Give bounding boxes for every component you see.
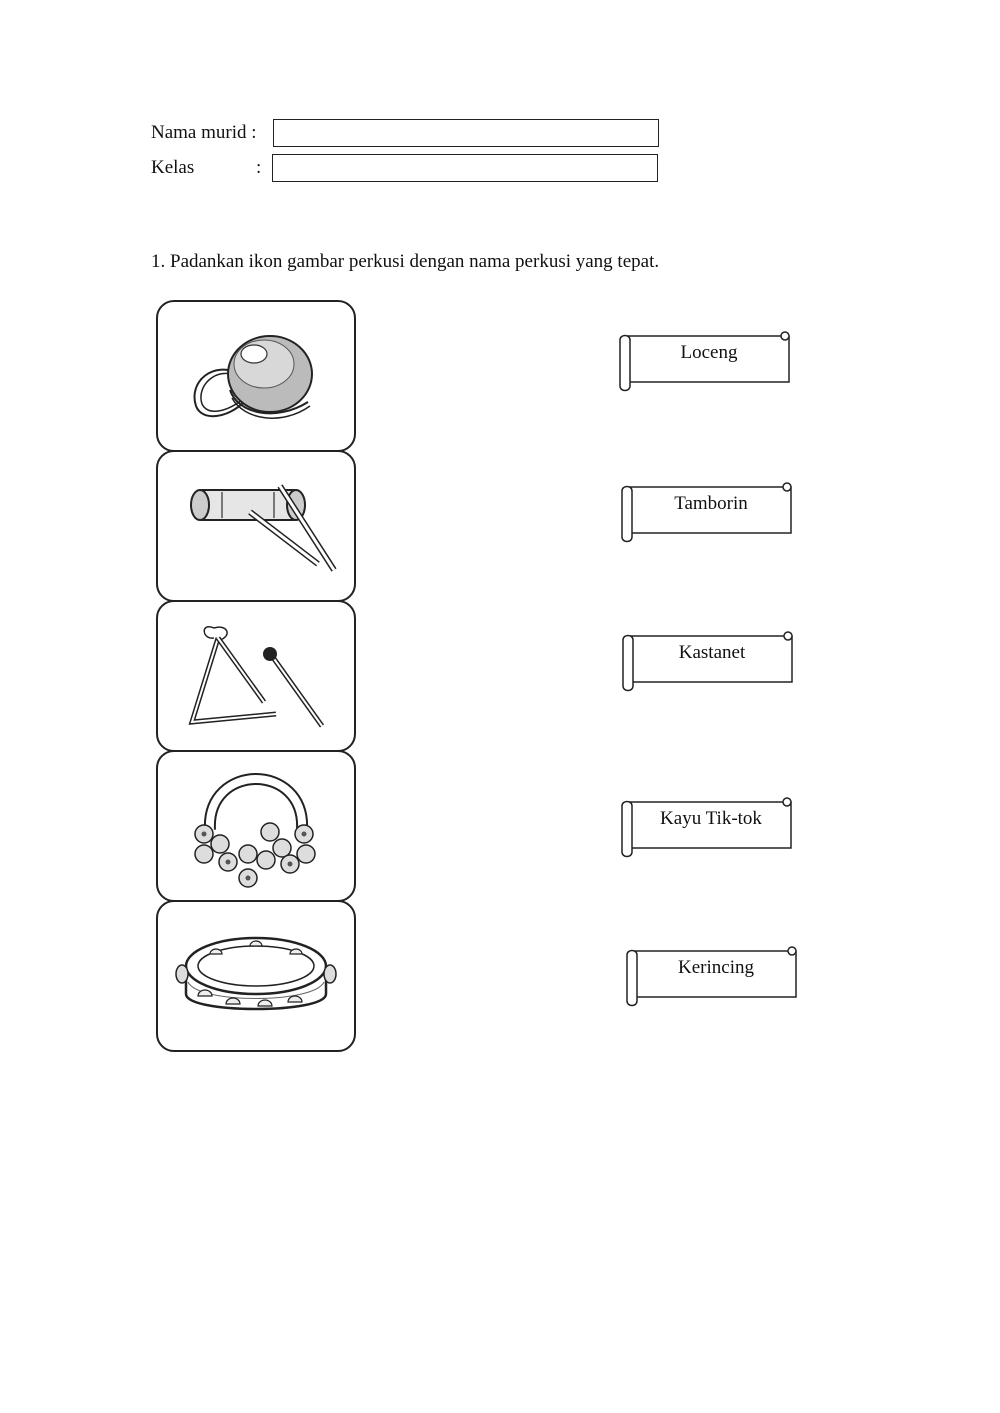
answer-label: Kastanet xyxy=(678,642,746,663)
name-label: Nama murid : xyxy=(151,122,257,143)
question-text: 1. Padankan ikon gambar perkusi dengan nama perkusi yang tepat. xyxy=(151,251,660,272)
answer-label: Loceng xyxy=(680,342,738,363)
answer-label: Tamborin xyxy=(674,493,748,514)
answer-label: Kerincing xyxy=(678,957,754,978)
picture-card-castanet[interactable] xyxy=(156,300,356,452)
answer-scroll-loceng[interactable] xyxy=(617,330,797,394)
picture-card-jingle-bells[interactable] xyxy=(156,750,356,902)
answer-label: Kayu Tik-tok xyxy=(660,808,762,829)
answer-scroll-kastanet[interactable] xyxy=(620,630,800,694)
wood-block-icon xyxy=(158,452,354,600)
class-colon: : xyxy=(256,157,262,178)
answer-scroll-kayu-tik-tok[interactable] xyxy=(619,796,799,860)
triangle-icon xyxy=(158,602,354,750)
class-input[interactable] xyxy=(272,154,658,182)
castanet-icon xyxy=(158,302,354,450)
jingle-bells-icon xyxy=(158,752,354,900)
picture-card-triangle[interactable] xyxy=(156,600,356,752)
answer-scroll-tamborin[interactable] xyxy=(619,481,799,545)
answer-scroll-kerincing[interactable] xyxy=(624,945,804,1009)
tambourine-icon xyxy=(158,902,354,1050)
name-input[interactable] xyxy=(273,119,659,147)
picture-card-wood-block[interactable] xyxy=(156,450,356,602)
picture-card-tambourine[interactable] xyxy=(156,900,356,1052)
class-label: Kelas xyxy=(151,157,195,178)
